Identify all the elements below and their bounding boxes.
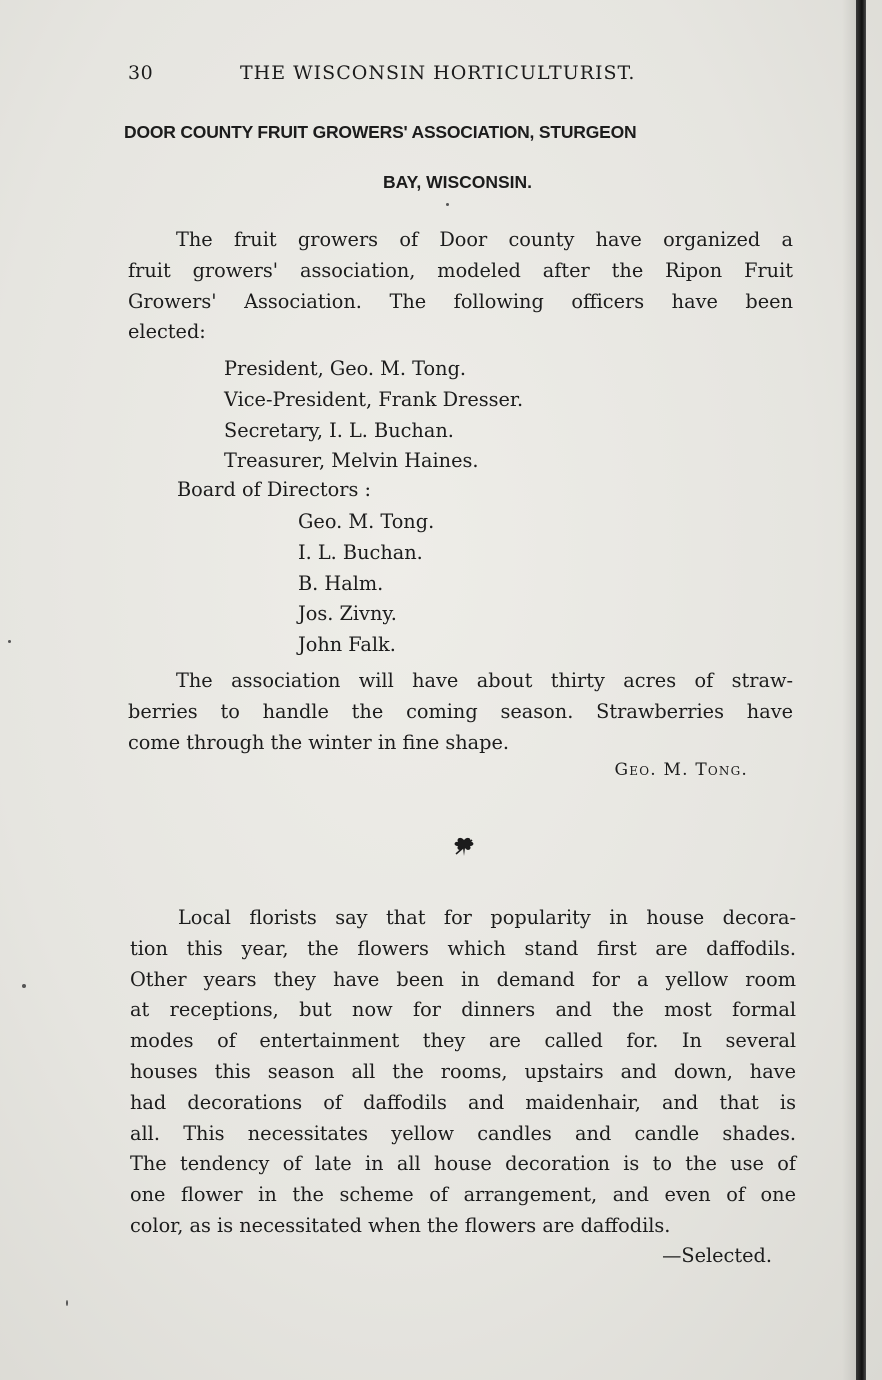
paragraph-line: The fruit growers of Door county have organized a xyxy=(176,228,793,251)
paragraph-line: come through the winter in fine shape. xyxy=(128,730,510,754)
attribution: —Selected. xyxy=(662,1244,772,1267)
paragraph-line: Growers' Association. The following officers have been xyxy=(128,289,793,313)
director-item: B. Halm. xyxy=(298,571,384,595)
speck xyxy=(446,203,449,206)
directors-list xyxy=(298,507,434,661)
paragraph-line: houses this season all the rooms, upstairs and down, have xyxy=(130,1059,796,1083)
paragraph-line: modes of entertainment they are called for. In several xyxy=(130,1029,796,1053)
page-number: 30 xyxy=(128,62,154,84)
officers-list xyxy=(224,354,523,477)
director-item: Jos. Zivny. xyxy=(298,602,397,626)
article-title-line-2: BAY, WISCONSIN. xyxy=(382,172,533,192)
book-spine-edge xyxy=(856,0,866,1380)
florists-paragraph xyxy=(130,903,796,1242)
paragraph-line: all. This necessitates yellow candles and candle shades. xyxy=(130,1121,796,1145)
article-title-line-1: DOOR COUNTY FRUIT GROWERS' ASSOCIATION, STURGEON xyxy=(124,122,637,142)
officer-vice-president: Vice-President, Frank Dresser. xyxy=(224,387,524,411)
officer-treasurer: Treasurer, Melvin Haines. xyxy=(224,449,479,473)
running-title: THE WISCONSIN HORTICULTURIST. xyxy=(240,62,636,84)
officer-president: President, Geo. M. Tong. xyxy=(224,357,467,380)
paragraph-line: color, as is necessitated when the flowers are daffodils. xyxy=(130,1213,671,1237)
intro-paragraph xyxy=(128,225,793,348)
paragraph-line: fruit growers' association, modeled after the Ripon Fruit xyxy=(128,258,793,282)
paragraph-line: tion this year, the flowers which stand first are daffodils. xyxy=(130,936,796,960)
gutter-shadow xyxy=(842,0,856,1380)
paragraph-line: The tendency of late in all house decoration is to the use of xyxy=(130,1152,796,1176)
director-item: John Falk. xyxy=(298,633,396,657)
paragraph-line: one flower in the scheme of arrangement, and even of one xyxy=(130,1183,796,1207)
paragraph-line: Local florists say that for popularity in house decora- xyxy=(178,906,796,929)
paragraph-line: at receptions, but now for dinners and the most formal xyxy=(130,998,796,1022)
fleuron-icon xyxy=(452,836,476,858)
paragraph-line: The association will have about thirty acres of straw- xyxy=(176,669,793,692)
speck xyxy=(8,640,11,643)
board-of-directors-label: Board of Directors : xyxy=(177,478,371,501)
director-item: I. L. Buchan. xyxy=(298,540,423,564)
director-item: Geo. M. Tong. xyxy=(298,510,435,533)
paragraph-line: Other years they have been in demand for a yellow room xyxy=(130,967,796,991)
paragraph-line: had decorations of daffodils and maidenhair, and that is xyxy=(130,1090,796,1114)
paragraph-line: elected: xyxy=(128,320,206,344)
speck xyxy=(66,1300,68,1306)
author-signature: Geo. M. Tong. xyxy=(614,760,748,780)
speck xyxy=(22,984,26,988)
officer-secretary: Secretary, I. L. Buchan. xyxy=(224,418,454,442)
paragraph-line: berries to handle the coming season. Strawberries have xyxy=(128,699,793,723)
closing-paragraph xyxy=(128,666,793,758)
